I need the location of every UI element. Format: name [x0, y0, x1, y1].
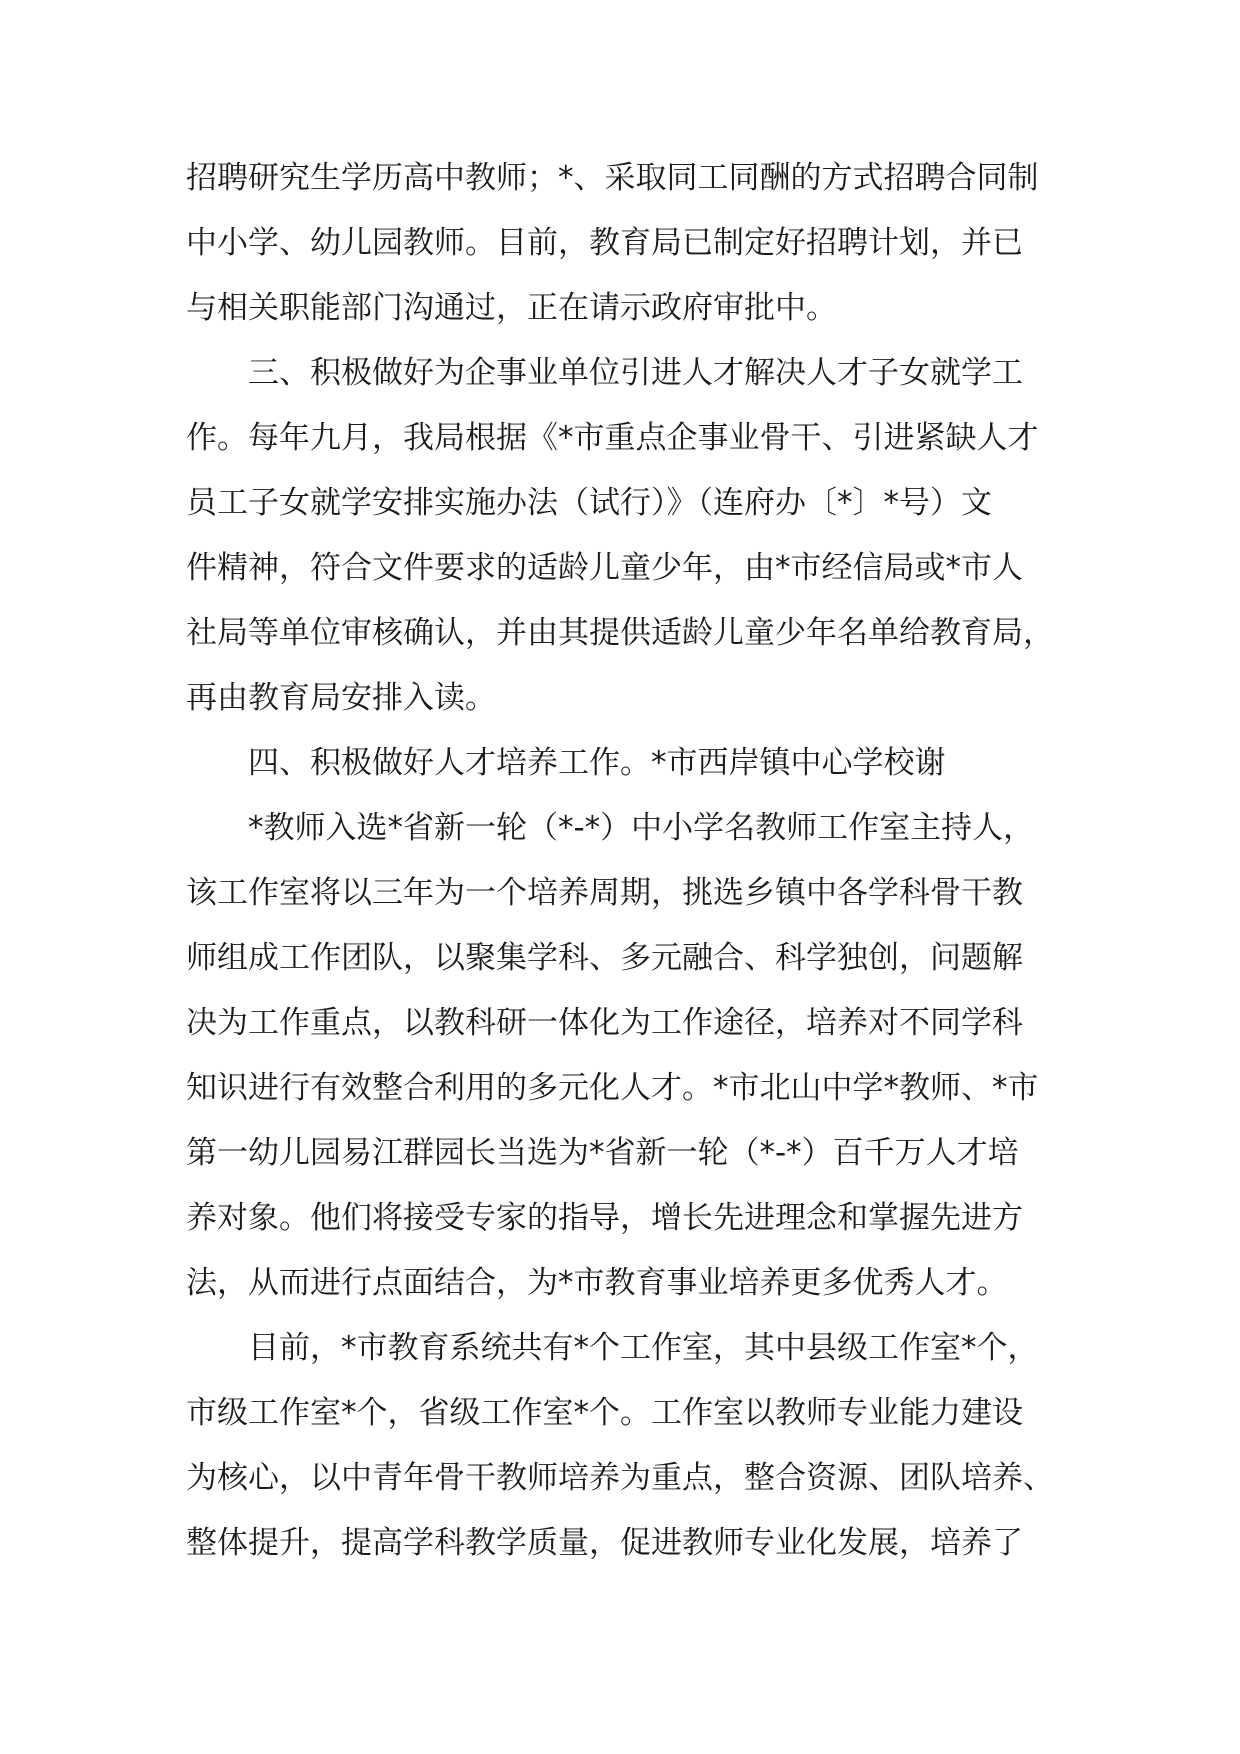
section-three-first-line: 三、积极做好为企事业单位引进人才解决人才子女就学工: [248, 355, 1023, 391]
text-line: 市级工作室*个，省级工作室*个。工作室以教师专业能力建设: [186, 1395, 1023, 1431]
text-line: 该工作室将以三年为一个培养周期，挑选乡镇中各学科骨干教: [186, 875, 1023, 911]
text-line: 作。每年九月，我局根据《*市重点企事业骨干、引进紧缺人才: [186, 420, 1039, 456]
text-line: 再由教育局安排入读。: [186, 680, 496, 716]
section-four-first-line: *教师入选*省新一轮（*-*）中小学名教师工作室主持人，: [248, 810, 1035, 846]
document-body: [186, 146, 1086, 1576]
text-line: 为核心，以中青年骨干教师培养为重点，整合资源、团队培养、: [186, 1460, 1054, 1496]
text-line: 与相关职能部门沟通过，正在请示政府审批中。: [186, 290, 837, 326]
text-line: 知识进行有效整合利用的多元化人才。*市北山中学*教师、*市: [186, 1070, 1039, 1106]
text-line: 第一幼儿园易江群园长当选为*省新一轮（*-*）百千万人才培: [186, 1135, 1019, 1171]
text-line: 招聘研究生学历高中教师；*、采取同工同酬的方式招聘合同制: [186, 160, 1039, 196]
section-four-heading: 四、积极做好人才培养工作。*市西岸镇中心学校谢: [248, 745, 946, 781]
text-line: 件精神，符合文件要求的适龄儿童少年，由*市经信局或*市人: [186, 550, 1023, 586]
text-line: 中小学、幼儿园教师。目前，教育局已制定好招聘计划，并已: [186, 225, 1023, 261]
text-line: 员工子女就学安排实施办法（试行）》（连府办〔*〕*号）文: [186, 485, 992, 521]
text-line: 法，从而进行点面结合，为*市教育事业培养更多优秀人才。: [186, 1265, 1008, 1301]
text-line: 师组成工作团队，以聚集学科、多元融合、科学独创，问题解: [186, 940, 1023, 976]
text-line: 养对象。他们将接受专家的指导，增长先进理念和掌握先进方: [186, 1200, 1023, 1236]
text-line: 整体提升，提高学科教学质量，促进教师专业化发展，培养了: [186, 1525, 1023, 1561]
section-studios-first-line: 目前，*市教育系统共有*个工作室，其中县级工作室*个，: [248, 1330, 1039, 1366]
text-line: 社局等单位审核确认，并由其提供适龄儿童少年名单给教育局，: [186, 615, 1054, 651]
text-line: 决为工作重点，以教科研一体化为工作途径，培养对不同学科: [186, 1005, 1023, 1041]
